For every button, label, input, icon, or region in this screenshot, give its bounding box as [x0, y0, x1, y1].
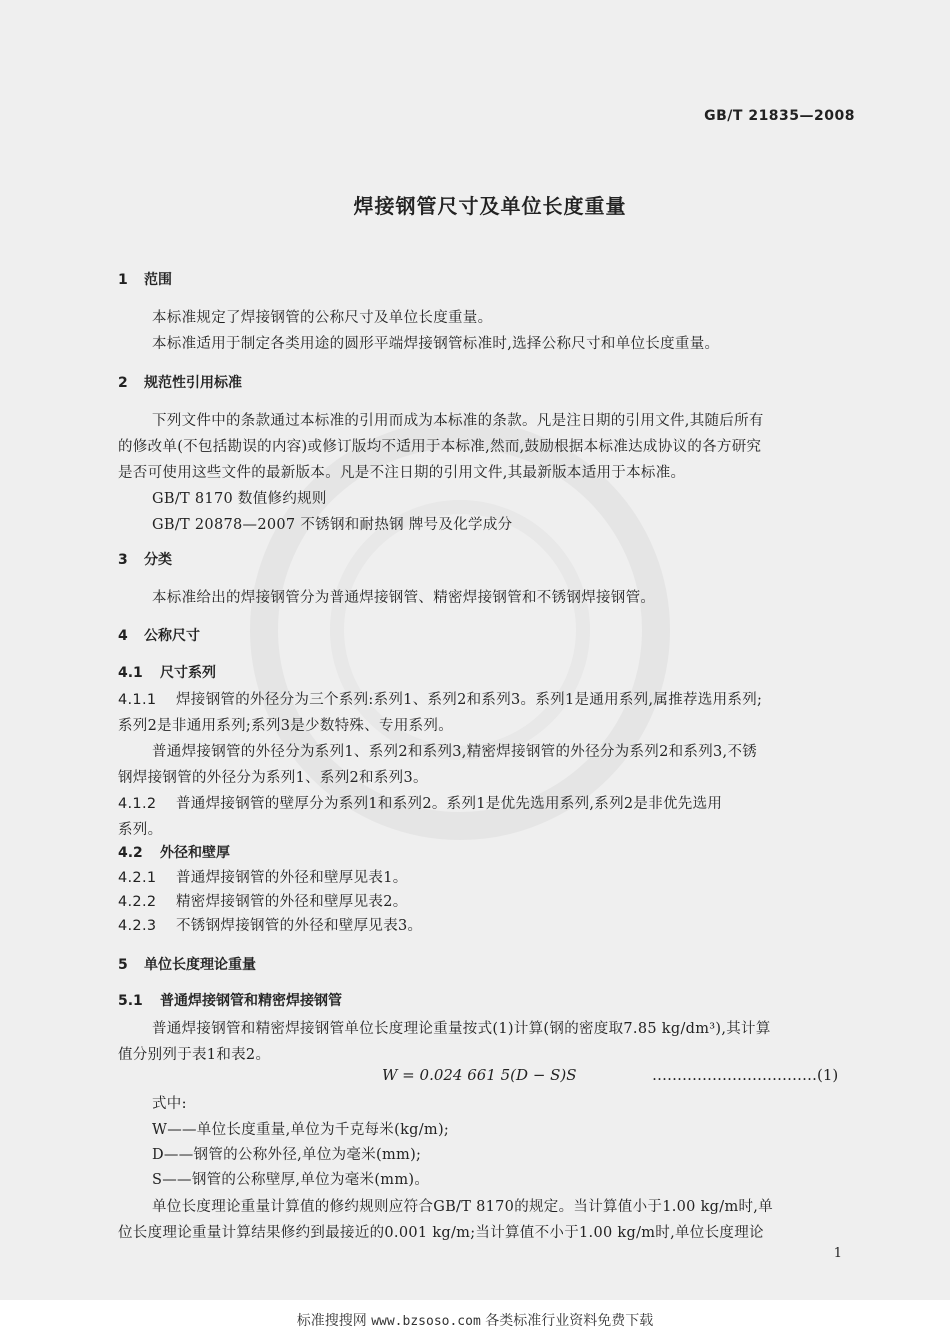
clause-4-1-1-para-2-line-1: 普通焊接钢管的外径分为系列1、系列2和系列3,精密焊接钢管的外径分为系列2和系列3,不锈	[152, 744, 758, 760]
definition-s: S——钢管的公称壁厚,单位为毫米(mm)。	[152, 1172, 430, 1188]
s1-paragraph-2: 本标准适用于制定各类用途的圆形平端焊接钢管标准时,选择公称尺寸和单位长度重量。	[152, 336, 720, 352]
standard-number: GB/T 21835—2008	[704, 108, 855, 124]
section-4-1-heading: 4.1 尺寸系列	[118, 665, 216, 681]
reference-gbt-8170: GB/T 8170 数值修约规则	[152, 491, 327, 507]
s2-paragraph-line-2: 的修改单(不包括勘误的内容)或修订版均不适用于本标准,然而,鼓励根据本标准达成协议的各方研究	[118, 439, 762, 455]
section-5-heading: 5 单位长度理论重量	[118, 957, 256, 973]
footer-site-url[interactable]: www.bzsoso.com	[371, 1314, 481, 1329]
clause-4-1-1-para-2-line-2: 钢焊接钢管的外径分为系列1、系列2和系列3。	[118, 770, 428, 786]
section-2-heading: 2 规范性引用标准	[118, 375, 242, 391]
clause-4-2-1: 4.2.1 普通焊接钢管的外径和壁厚见表1。	[118, 870, 408, 886]
reference-gbt-20878: GB/T 20878—2007 不锈钢和耐热钢 牌号及化学成分	[152, 517, 513, 533]
where-label: 式中:	[152, 1096, 187, 1112]
page-number: 1	[833, 1246, 842, 1261]
s51-paragraph-2-line-1: 单位长度理论重量计算值的修约规则应符合GB/T 8170的规定。当计算值小于1.00 kg/m时,单	[152, 1199, 774, 1215]
section-4-heading: 4 公称尺寸	[118, 628, 200, 644]
clause-4-1-1-line-1: 4.1.1 焊接钢管的外径分为三个系列:系列1、系列2和系列3。系列1是通用系列,属推荐选用系列;	[118, 692, 763, 708]
footer-tagline: 各类标准行业资料免费下载	[485, 1313, 654, 1329]
footer-site-name: 标准搜搜网	[296, 1313, 367, 1329]
s2-paragraph-line-1: 下列文件中的条款通过本标准的引用而成为本标准的条款。凡是注日期的引用文件,其随后所有	[152, 413, 764, 429]
page-title: 焊接钢管尺寸及单位长度重量	[353, 194, 627, 218]
s51-paragraph-2-line-2: 位长度理论重量计算结果修约到最接近的0.001 kg/m;当计算值不小于1.00 kg/m时,单位长度理论	[118, 1225, 764, 1241]
formula-number: ……………………………(1)	[652, 1066, 839, 1084]
clause-4-2-2: 4.2.2 精密焊接钢管的外径和壁厚见表2。	[118, 894, 408, 910]
s51-paragraph-1-line-2: 值分别列于表1和表2。	[118, 1047, 271, 1063]
weight-formula: W = 0.024 661 5(D − S)S	[382, 1066, 577, 1084]
s2-paragraph-line-3: 是否可使用这些文件的最新版本。凡是不注日期的引用文件,其最新版本适用于本标准。	[118, 465, 686, 481]
clause-4-2-3: 4.2.3 不锈钢焊接钢管的外径和壁厚见表3。	[118, 918, 423, 934]
s51-paragraph-1-line-1: 普通焊接钢管和精密焊接钢管单位长度理论重量按式(1)计算(钢的密度取7.85 kg/dm³),其计算	[152, 1021, 771, 1037]
clause-4-1-2-line-2: 系列。	[118, 822, 163, 838]
section-3-heading: 3 分类	[118, 552, 172, 568]
section-1-heading: 1 范围	[118, 272, 172, 288]
clause-4-1-1-line-2: 系列2是非通用系列;系列3是少数特殊、专用系列。	[118, 718, 454, 734]
clause-4-1-2-line-1: 4.1.2 普通焊接钢管的壁厚分为系列1和系列2。系列1是优先选用系列,系列2是非优先选用	[118, 796, 723, 812]
s3-paragraph-1: 本标准给出的焊接钢管分为普通焊接钢管、精密焊接钢管和不锈钢焊接钢管。	[152, 590, 656, 606]
section-4-2-heading: 4.2 外径和壁厚	[118, 845, 230, 861]
s1-paragraph-1: 本标准规定了焊接钢管的公称尺寸及单位长度重量。	[152, 310, 493, 326]
section-5-1-heading: 5.1 普通焊接钢管和精密焊接钢管	[118, 993, 342, 1009]
definition-d: D——钢管的公称外径,单位为毫米(mm);	[152, 1147, 422, 1163]
site-footer	[0, 1300, 950, 1343]
definition-w: W——单位长度重量,单位为千克每米(kg/m);	[152, 1122, 450, 1138]
